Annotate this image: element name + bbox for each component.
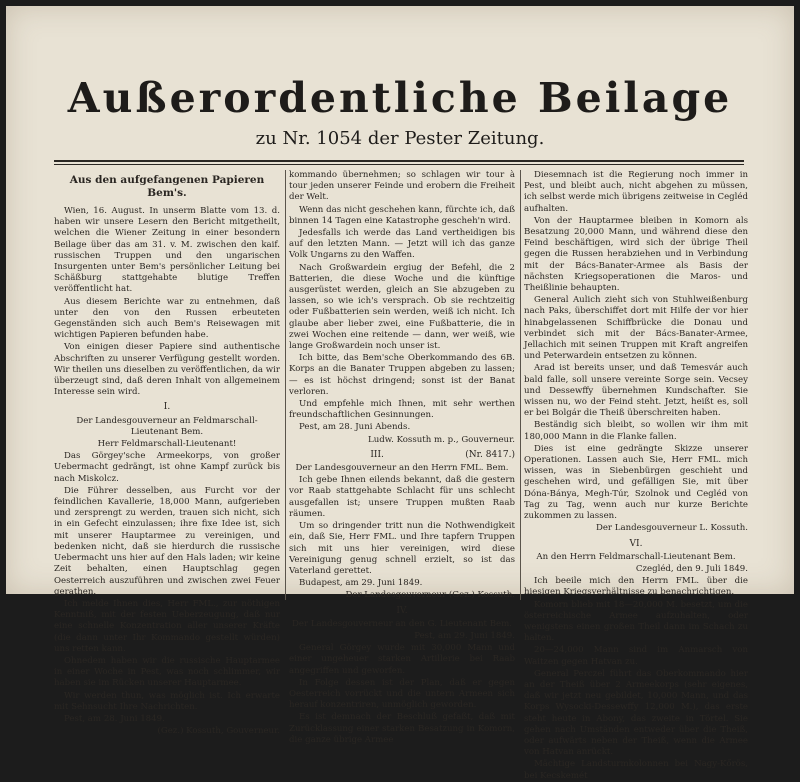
paragraph: Die Führer desselben, aus Furcht vor der feindlichen Kavallerie, 18,000 Mann, aufgerieben und zersprengt zu werden, trauen sich nicht, sich in ein Gefecht einzulassen; ihre fixe Idee ist, sich mit unserer Hauptarmee zu vereinigen, und bedenken nicht, daß sie hierdurch die russische Uebermacht uns hier auf den Hals laden; wir keine Zeit behalten, einen Hauptschlag gegen Oesterreich auszuführen und zwischen zwei Feuer gerathen.: [54, 485, 280, 597]
paragraph: General Görgey wurde mit 30,000 Mann und einer ungeheuer starken Artillerie bei Raab angegriffen und geworfen.: [289, 643, 515, 676]
letter-address: An den Herrn Feldmarschall-Lieutenant Bem.: [536, 551, 736, 562]
paragraph: Ohnedem haben wir die russische Hauptarmee in einer Woche in Pest, was noch schlimmer, wir haben sie im Rücken unserer Hauptarmee.: [54, 655, 280, 689]
paragraph: Nach Großwardein ergiug der Befehl, die 2 Batterien, die diese Woche und die künftige ausgerüstet werden, gleich an Sie abzugeben zu lassen, so wie ich's versprach. Ob sie rechtzeitig oder Fußbatterien sein werden, weiß ich nicht. Ich glaube aber lieber zwei, eine Fußbatterie, die in zwei Wochen eine reitende — dann, wer weiß, wie lange Großwardein noch unser ist.: [289, 262, 515, 352]
paragraph: Von der Hauptarmee bleiben in Komorn als Besatzung 20,000 Mann, und während diese den Feind beschäftigen, wird sich der übrige Theil gegen die Russen herabziehen und in Verbindung mit der Bács-Banater-Armee als Basis der nächsten Kriegsoperationen die Maros- und Theißlinie behaupten.: [524, 215, 748, 294]
paragraph: Jedesfalls ich werde das Land vertheidigen bis auf den letzten Mann. — Jetzt will ich das ganze Volk Ungarns zu den Waffen.: [289, 228, 515, 261]
letter-signature: Der Landesgouverneur L. Kossuth.: [595, 523, 748, 534]
letter-signature: Der Landesgouverneur (Gez.) Kossuth.: [345, 590, 515, 601]
masthead-subtitle: zu Nr. 1054 der Pester Zeitung.: [255, 128, 545, 149]
letter-date: Pest, am 29. Juni 1849.: [414, 630, 515, 641]
section-number: [289, 450, 515, 461]
paragraph: 20—24,000 Mann sind im Anmarsch von Waitzen gegen Hatvan zu.: [524, 645, 748, 667]
letter-address: Der Landesgouverneur an Feldmarschall-Lieutenant Bem.: [76, 415, 258, 437]
paragraph: Wien, 16. August. In unserm Blatte vom 13. d. haben wir unsere Lesern den Bericht mitgetheilt, welchen die Wiener Zeitung in einer besondern Beilage über das am 31. v. M. zwischen den kaif. russischen Truppen und den ungarischen Insurgenten unter Bem's persönlicher Leitung bei Schäßburg stattgehabte blutige Treffen veröffentlicht hat.: [54, 206, 280, 295]
paragraph: Dies ist eine gedrängte Skizze unserer Operationen. Lassen auch Sie, Herr FML. mich wissen, was in Siebenbürgen geschieht und geschehen wird, und gefälligen Sie, mit über Dóna-Bánya, Megh-Túr, Szolnok und Cegléd von Tag zu Tag, wenn auch nur kurze Berichte zukommen zu lassen.: [524, 443, 748, 522]
column-3: [524, 170, 748, 781]
letter-signature: (Gez.) Kossuth, Gouverneur.: [157, 726, 280, 737]
letter-address: Der Landesgouverneur an den Herrn FML. Bem.: [295, 463, 509, 474]
paragraph: Komorn blieb mit 18—20,000 M. besetzt, um die österreichische Armee aufzuhalten, oder wenigstens einen großen Theil dann im Schach zu halten.: [524, 599, 748, 644]
paragraph: Diesemnach ist die Regierung noch immer in Pest, und bleibt auch, nicht abgehen zu müssen, ich selbst werde mich übrigens zeitweise in Cegléd aufhalten.: [524, 170, 748, 214]
paragraph: Ich melde Ihnen dies, Herr FML., zur nöthigen Kenntniß, mit der festen Ueberzeugung, daß nur eine schnelle Konzentration aller unserer Kräfte (die dann unter Ihr Kommando gestellt würden) uns retten kann.: [54, 598, 280, 654]
letter-date: Budapest, am 29. Juni 1849.: [299, 578, 423, 589]
paragraph: Und empfehle mich Ihnen, mit sehr werthen freundschaftlichen Gesinnungen.: [289, 399, 515, 421]
paragraph: Von einigen dieser Papiere sind authentische Abschriften zu unserer Verfügung gestellt worden. Wir theilen uns dieselben zu veröffentlichen, da wir überzeugt sind, daß deren Inhalt von allgemeinem Interesse sein wird.: [54, 342, 280, 398]
masthead-title: Außerordentliche Beilage: [67, 74, 733, 122]
header-rule-thin: [54, 164, 744, 165]
paragraph: Ich gebe Ihnen eilends bekannt, daß die gestern vor Raab stattgehabte Schlacht für uns schlecht ausgefallen ist; unsere Truppen mußten Raab räumen.: [289, 475, 515, 519]
letter-signature: Ludw. Kossuth m. p., Gouverneur.: [368, 434, 515, 445]
section-number: I.: [163, 402, 171, 413]
paragraph: Arad ist bereits unser, und daß Temesvár auch bald falle, soll unsere vereinte Sorge sein. Vecsey und Dessewffy übernehmen Kundschafter. Sie wissen nu, wo der Feind steht. Jetzt, heißt es, soll er bei Bolgár die Theiß überschreiten haben.: [524, 363, 748, 419]
section-number: VI.: [629, 538, 643, 549]
paragraph: Das Görgey'sche Armeekorps, von großer Uebermacht gedrängt, ist ohne Kampf zurück bis nach Miskolcz.: [54, 451, 280, 484]
paragraph: Wir werden thun, was möglich ist. Ich erwarte mit Sehnsucht Ihre Nachrichten.: [54, 690, 280, 712]
paragraph: kommando übernehmen; so schlagen wir tour à tour jeden unserer Feinde und erobern die Freiheit der Welt.: [289, 170, 515, 203]
header-rule: [54, 160, 744, 162]
paragraph: General Aulich zieht sich von Stuhlweißenburg nach Paks, überschiffet dort mit Hilfe der vor hier hinabgelassenen Schiffbrücke die Donau und verbindet sich mit der Bács-Banater-Armee, Jellachich mit seinen Truppen mit Kraft angreifen und Peterwardein entsetzen zu können.: [524, 295, 748, 362]
paragraph: In Folge dessen ist der Plan, daß er gegen Oesterreich vorrückt und die untern Armeen sich herauf konzentriren, unmöglich geworden.: [289, 677, 515, 711]
column-1: [54, 170, 280, 737]
column-2: [289, 170, 515, 745]
paragraph: Beständig sich bleibt, so wollen wir ihm mit 180,000 Mann in die Flanke fallen.: [524, 420, 748, 442]
newspaper-page: [6, 6, 794, 781]
paragraph: Ich bitte, das Bem'sche Oberkommando des 6B. Korps an die Banater Truppen abgeben zu lassen; — es ist höchst dringend; sonst ist der Banat verloren.: [289, 353, 515, 397]
paragraph: Es ist demnach der Beschluß gefaßt, daß mit Zurücklassung einer starken Besatzung in Komorn, die ganze übrige Armee: [289, 712, 515, 745]
letter-salutation: Herr Feldmarschall-Lieutenant!: [97, 439, 237, 450]
paragraph: Um so dringender tritt nun die Nothwendigkeit ein, daß Sie, Herr FML. und Ihre tapfern Truppen sich mit uns hier vereinigen, wird diese Vereinigung genug schnell erzielt, so ist das Vaterland gerettet.: [289, 521, 515, 576]
letter-date: Pest, am 28. Juni Abends.: [299, 422, 411, 433]
paragraph: Wenn das nicht geschehen kann, fürchte ich, daß binnen 14 Tagen eine Katastrophe gescheh'n wird.: [289, 204, 515, 226]
paragraph: Aus diesem Berichte war zu entnehmen, daß unter den von den Russen erbeuteten Gegenständen sich auch Bem's Reisewagen mit wichtigen Papieren befunden habe.: [54, 296, 280, 341]
paragraph: Ich beeile mich den Herrn FML. über die hiesigen Kriegsverhältnisse zu benachrichtigen.: [524, 576, 748, 598]
letter-date: Czegléd, den 9. Juli 1849.: [635, 563, 748, 574]
paragraph: Mächtige Landsturmkolonnen bei Nagy-Kőrös, bei Kecskemét: [524, 759, 748, 781]
column-divider: [520, 170, 521, 600]
section-number: IV.: [396, 605, 408, 616]
letter-date: Pest, am 28. Juni 1849.: [64, 713, 165, 724]
section-number-text: III.: [370, 449, 384, 460]
letter-address: Der Landesgouverneur an den G. Lieutenant Bem.: [292, 618, 512, 629]
article-heading: Aus den aufgefangenen Papieren Bem's.: [69, 174, 265, 199]
column-divider: [285, 170, 286, 600]
reference-number: (Nr. 8417.): [465, 449, 515, 460]
paragraph: General Perczel führt das Oberkommando hier an der Theiß über 2 Armeekorps (sehr eigenes, daß wir jetzt neu gebildet, 10,000 Mann, und das Korps Wysocki-Dessewffy 12,000 M.), das erste steht heute in Abony, das zweite in Törtel. Sie gehen nach Umständen entweder über die Theiß, oder aufwärts neben der Theiß, wenn die Armee von Hatvan anrückt.: [524, 668, 748, 758]
